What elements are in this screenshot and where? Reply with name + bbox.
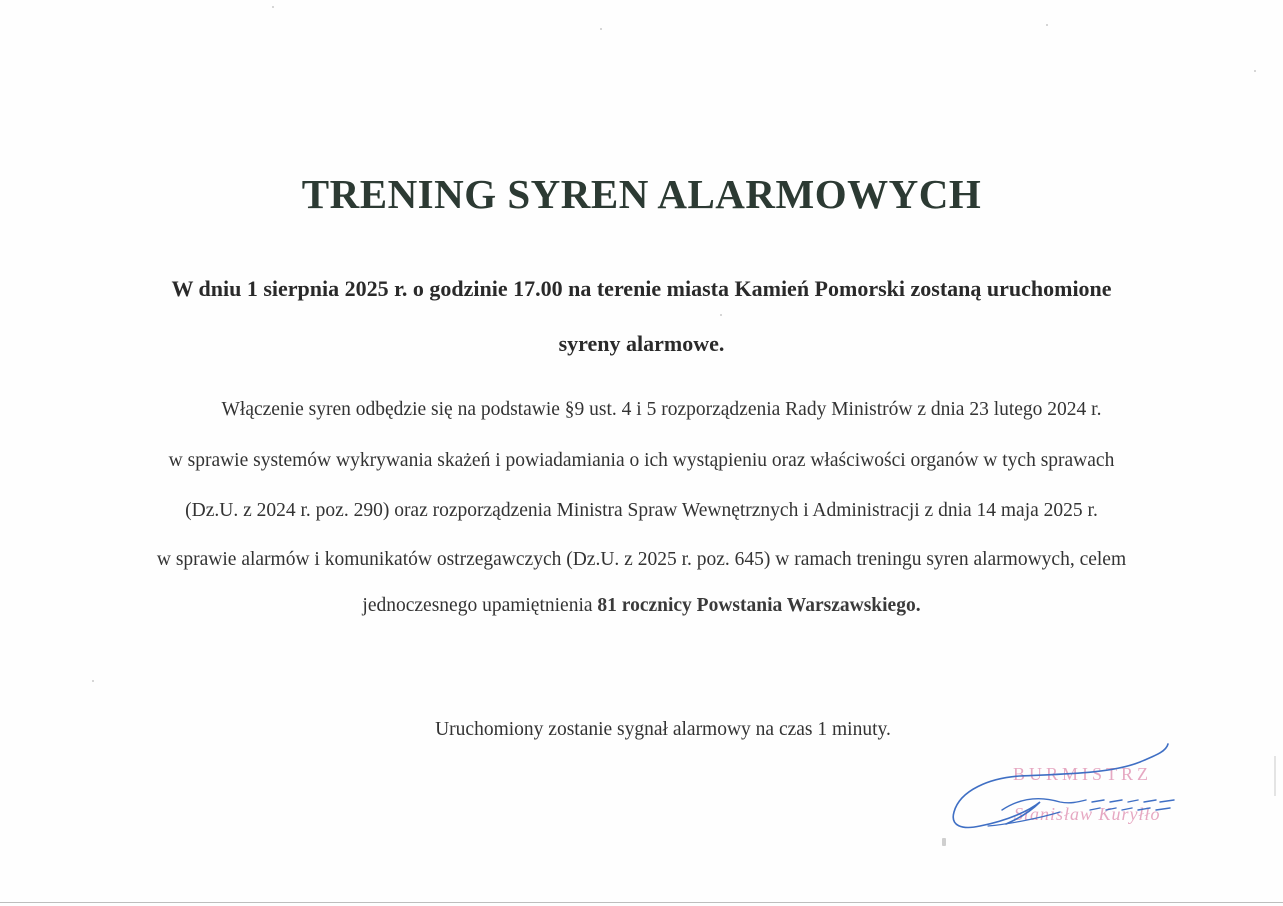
lead-line-1: W dniu 1 sierpnia 2025 r. o godzinie 17.00 na terenie miasta Kamień Pomorski zostaną uruchomione [171,276,1112,301]
body-line-2: w sprawie systemów wykrywania skażeń i powiadamiania o ich wystąpieniu oraz właściwości organów w tych sprawach [168,450,1115,471]
scan-speck [272,6,274,8]
scan-edge-mark [1274,756,1276,796]
body-line-4: w sprawie alarmów i komunikatów ostrzegawczych (Dz.U. z 2025 r. poz. 645) w ramach treningu syren alarmowych, celem [156,549,1127,570]
scan-speck [1046,24,1048,26]
scan-speck [600,28,602,30]
body-line-5-prefix: jednoczesnego upamiętnienia [362,595,598,616]
scan-speck [942,838,946,846]
page-bottom-edge [0,902,1283,903]
document-title: TRENING SYREN ALARMOWYCH [301,171,982,217]
alarm-duration-note: Uruchomiony zostanie sygnał alarmowy na czas 1 minuty. [435,719,891,740]
anniversary-highlight: 81 rocznicy Powstania Warszawskiego. [597,595,921,616]
scan-speck [1254,70,1256,72]
scan-speck [92,680,94,682]
lead-line-2: syreny alarmowe. [558,331,725,356]
scan-speck [720,314,722,316]
stamp-role: BURMISTRZ [1013,764,1153,784]
body-line-1: Włączenie syren odbędzie się na podstawie §9 ust. 4 i 5 rozporządzenia Rady Ministrów z dnia 23 lutego 2024 r. [221,399,1102,420]
handwritten-signature [940,740,1200,850]
stamp-name: Stanisław Kuryłło [1014,804,1161,824]
mayor-stamp [940,740,1200,850]
body-line-3: (Dz.U. z 2024 r. poz. 290) oraz rozporządzenia Ministra Spraw Wewnętrznych i Administracji z dnia 14 maja 2025 r. [185,500,1098,521]
body-line-5 [0,595,1283,617]
